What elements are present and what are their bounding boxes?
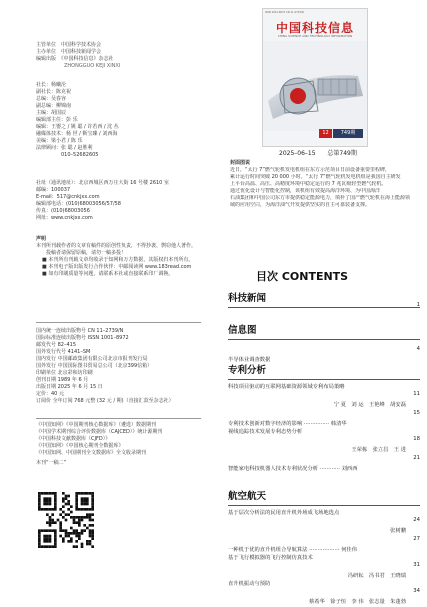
- qr-code-image: [38, 492, 94, 548]
- toc-entry-title: 基于飞行模拟器的飞行控制仿真技术: [228, 555, 313, 561]
- staff-line: 总编：吴春容: [36, 96, 67, 102]
- toc-entry-title: 一种机于优的直升机组合导航算法 ·················· 何佳伟: [228, 547, 358, 553]
- staff-list: [36, 82, 201, 159]
- toc-entry[interactable]: [228, 510, 420, 517]
- toc-title: 目次 CONTENTS: [256, 270, 349, 283]
- divider: [36, 322, 201, 323]
- toc-entry[interactable]: [228, 555, 420, 562]
- divider: [36, 418, 201, 419]
- toc-section-title: 信息图: [228, 325, 257, 336]
- cover-image: [262, 8, 368, 147]
- pubinfo-line: 定价：40 元: [36, 391, 64, 397]
- toc-entry-title: 半导体业调查数据: [228, 357, 271, 363]
- statement-title: 声明: [36, 236, 47, 242]
- contact-block: [36, 180, 201, 222]
- divider: [228, 379, 420, 380]
- cover-story-line: 域的应用空白，为海洋油气开发提供坚实的自主可靠装备支撑。: [230, 202, 371, 208]
- toc-page: 24: [413, 517, 420, 523]
- toc-entry-title: 视线追踪技术发展专利态势分析: [228, 429, 303, 435]
- statement-block: [36, 236, 201, 278]
- toc-section-title: 科技新闻: [228, 293, 267, 304]
- cover-title: 中国科技信息: [275, 21, 354, 35]
- pubinfo-line: 国内统一连续出版物号 CN 11–2739/N: [36, 328, 124, 334]
- cover-story-line: 通过优化设计与智能化控制，该机组有效提高海洋环境、为中国海洋: [230, 188, 381, 194]
- cover-story: [230, 160, 420, 209]
- masthead: [36, 42, 201, 70]
- toc-entry-authors: 冯研耘 冯书君 王晓瑞: [347, 573, 406, 579]
- toc-entry-authors: 宁 夏 刘 运 王艳峰 胡安磊: [333, 402, 406, 408]
- turbine-illustration: [263, 41, 367, 131]
- masthead-line: 编辑出版 《中国科技信息》杂志社: [36, 56, 114, 62]
- pubinfo-line: 出版日期 2025 年 6 月 15 日: [36, 384, 103, 390]
- toc-entry[interactable]: [228, 536, 420, 555]
- statement-line: 投稿者请保留原稿，请勿一稿多投！: [46, 250, 127, 256]
- toc-page: 18: [413, 436, 420, 442]
- masthead-line: 主管单位 中国科学技术协会: [36, 42, 102, 48]
- toc-entry[interactable]: [228, 562, 420, 581]
- contact-line: E-mail：517@cnkjxx.com: [36, 194, 100, 200]
- contact-line: 社址（通讯地址）：北京西城区西万庄大街 16 号楼 2610 室: [36, 180, 169, 186]
- toc-page: 11: [413, 391, 420, 397]
- indexing-line: 《中国知网》《中国期刊核心数据库》（遴选）数据期刊: [36, 422, 157, 428]
- divider: [228, 339, 420, 340]
- toc-page: 4: [416, 346, 420, 352]
- divider: [228, 307, 420, 308]
- staff-line: 法律顾问：张 聪 / 赵胜利: [36, 145, 93, 151]
- pubinfo-line: 订阅价 全年订阅 768 元整 (32 元 / 期)（直接汇款至杂志社）: [36, 398, 174, 404]
- indexing-block: [36, 422, 201, 467]
- pubinfo-line: 邮发代号 82–415: [36, 342, 76, 348]
- staff-line: 编辑部主任：彭 乐: [36, 117, 78, 123]
- toc-entry-title: 科技项目驱动的互联网基础资源领域专利布局策略: [228, 384, 345, 390]
- toc-entry-title: 智能家电科技机器人技术专利状况分析 ············ 刘西西: [228, 466, 358, 472]
- cover-story-line: 近日，“太行 7”燃气轮机发电机组在东方示范项目日前设备重要里程碑，: [230, 167, 390, 173]
- toc-page: 1: [416, 302, 420, 308]
- toc-entry-title: 直升机振动与预防: [228, 581, 271, 587]
- staff-line: 010–52682605: [36, 152, 99, 158]
- cover-total-badge: 749期: [333, 129, 363, 138]
- pubinfo-line: 印刷单位 北京彩和坊印刷: [36, 370, 93, 376]
- contact-line: 邮编：100037: [36, 187, 71, 193]
- divider: [228, 505, 420, 506]
- masthead-line: ZHONGGUO KEJI XINXI: [64, 63, 121, 69]
- statement-line: 本刊所刊载作者的文章有稿件的原创性负责，不得抄袭、剽窃他人著作。: [36, 243, 197, 249]
- toc-page: 27: [413, 536, 420, 542]
- statement-line: ■ 如有印刷质量等问题，请联系本社或直接联系印厂调换。: [42, 271, 174, 277]
- toc-entry[interactable]: [228, 391, 420, 410]
- indexing-line: 《中国知网、中国期刊全文数据库》全文收录期刊: [36, 450, 147, 456]
- toc-page: 31: [413, 562, 420, 568]
- toc-entry[interactable]: [228, 429, 420, 436]
- toc-page: 15: [413, 410, 420, 416]
- staff-line: 主编：胡国辰: [36, 110, 67, 116]
- cover-story-title: 封面图说: [230, 160, 251, 166]
- issue-date: 2025–06–15: [279, 150, 316, 157]
- masthead-line: 主办单位 中国科技新闻学会: [36, 49, 102, 55]
- toc-entry-authors: 张树鹏: [390, 528, 406, 534]
- toc-entry[interactable]: [228, 517, 420, 536]
- toc-entry[interactable]: [228, 436, 420, 455]
- indexing-line: 《中国学术期刊综合评价数据库（CAJCED）》统计源期刊: [36, 429, 163, 435]
- pubinfo-line: 国际标准连续出版物号 ISSN 1001–8972: [36, 335, 129, 341]
- toc-section-title: 专利分析: [228, 365, 267, 376]
- toc: [228, 290, 420, 607]
- indexing-line: 《中国知网》《中国核心期刊全数据库》: [36, 443, 124, 449]
- cover-story-line: 累计运行时间突破 20 000 小时。“太行 7”燃气轮机发电机组是我国自主研发: [230, 174, 401, 180]
- staff-line: 编辑：王婴之 / 姚 聪 / 许若西 / 沈 丛: [36, 124, 119, 130]
- toc-entry-title: 专利技术创新对数字经济的影响 ··············· 韩清华: [228, 421, 347, 427]
- toc-entry-authors: 王荣栋 张立昌 王 进: [351, 447, 406, 453]
- toc-entry-title: 基于层次分析法的民用直升机外场成飞场地选点: [228, 510, 340, 516]
- contact-line: 编辑部电话：(010)68003056/57/58: [36, 201, 121, 207]
- contact-line: 传真：(010)68003056: [36, 208, 90, 214]
- pubinfo-line: 国内发行 中国邮政集团有限公司北京市报刊发行局: [36, 356, 148, 362]
- toc-section: [228, 488, 420, 607]
- staff-line: 社长：杨曦沦: [36, 82, 67, 88]
- cover-issue-badge: 12: [319, 129, 332, 138]
- pubinfo-line: 国外发行 中国国际图书贸易总公司（北京399信箱）: [36, 363, 153, 369]
- pubinfo-line: 国外发行代号 4141–SM: [36, 349, 91, 355]
- staff-line: 融媒体技术：杨 世 / 靳宝臻 / 刘西海: [36, 131, 118, 137]
- cover-subtitle: CHINA SCIENCE AND TECHNOLOGY INFORMATION: [277, 34, 353, 38]
- cover-story-line: 石油集团和中国公司东方市提供稳定能源电力，填补了国产燃气轮机在海上能源领: [230, 195, 411, 201]
- publication-info: [36, 328, 201, 405]
- toc-page: 21: [413, 455, 420, 461]
- statement-line: ■ 本刊电子版出版发行合作伙伴：中邮阅读网 www.183read.com: [42, 264, 192, 270]
- toc-entry[interactable]: [228, 581, 420, 588]
- toc-entry-authors: 蔡希华 徐子恒 李 伟 张志量 朱蓬勃: [308, 599, 406, 605]
- staff-line: 副总编：柳锦南: [36, 103, 72, 109]
- qr-caption: 本刊“一稿二”: [36, 460, 67, 466]
- issue-line: [279, 148, 357, 157]
- toc-entry[interactable]: [228, 410, 420, 429]
- issue-total: 总第749期: [327, 150, 357, 157]
- staff-line: 美编：梁小君 / 陈 乐: [36, 138, 83, 144]
- toc-entry[interactable]: [228, 455, 420, 474]
- indexing-line: 《中国科技文献数据库（CJFD）》: [36, 436, 111, 442]
- toc-section: [228, 362, 420, 474]
- toc-entry[interactable]: [228, 384, 420, 391]
- cover-issn: ISSN 1001-8972 CN 11-2739/N: [265, 11, 304, 14]
- toc-section-title: 航空航天: [228, 491, 267, 502]
- pubinfo-line: 创刊日期 1989 年 6 月: [36, 377, 89, 383]
- contact-line: 网址：www.cnkjxx.com: [36, 215, 93, 221]
- toc-section: [228, 290, 420, 312]
- staff-line: 副社长：陈克祝: [36, 89, 72, 95]
- toc-section: [228, 322, 420, 363]
- toc-entry[interactable]: [228, 588, 420, 607]
- toc-page: 34: [413, 588, 420, 594]
- statement-line: ■ 本刊所有刊载文章均收录于知网和万方数据，其版权归本刊所有。: [42, 257, 194, 263]
- cover-story-line: 上平台高温、高压、高精度环境中稳定运行的 7 兆瓦级轻型燃气轮机。: [230, 181, 387, 187]
